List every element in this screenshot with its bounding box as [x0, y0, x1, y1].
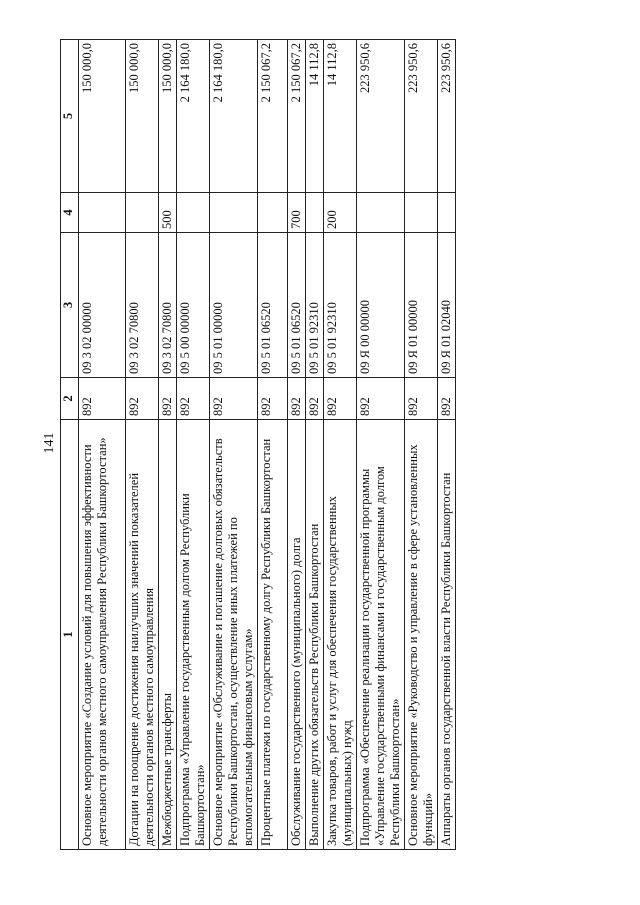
cell-code: 09 Я 01 00000 — [405, 233, 438, 378]
cell-name: Основное мероприятие «Руководство и управление в сфере установленных функций» — [405, 420, 438, 850]
cell-sum: 14 112,8 — [306, 40, 324, 193]
cell-type: 500 — [159, 193, 177, 233]
cell-sum: 150 000,0 — [159, 40, 177, 193]
cell-name: Подпрограмма «Управление государственным долгом Республики Башкортостан» — [177, 420, 210, 850]
cell-ved: 892 — [306, 378, 324, 420]
cell-type — [79, 193, 126, 233]
header-col-2: 2 — [61, 378, 79, 420]
cell-name: Закупка товаров, работ и услуг для обеспечения государственных (муниципальных) нужд — [324, 420, 357, 850]
table-row — [438, 40, 456, 850]
cell-name: Выполнение других обязательств Республики Башкортостан — [306, 420, 324, 850]
table-row — [324, 40, 357, 850]
cell-sum: 223 950,6 — [405, 40, 438, 193]
header-row — [61, 40, 79, 850]
cell-sum: 150 000,0 — [126, 40, 159, 193]
header-col-5: 5 — [61, 40, 79, 193]
cell-ved: 892 — [324, 378, 357, 420]
cell-name: Обслуживание государственного (муниципального) долга — [288, 420, 306, 850]
cell-ved: 892 — [177, 378, 210, 420]
cell-ved: 892 — [405, 378, 438, 420]
header-col-4: 4 — [61, 193, 79, 233]
cell-name: Основное мероприятие «Создание условий для повышения эффективности деятельности органов местного самоуправления Республики Башкортостан» — [79, 420, 126, 850]
table-row — [210, 40, 258, 850]
cell-sum: 150 000,0 — [79, 40, 126, 193]
cell-type — [210, 193, 258, 233]
cell-name: Аппараты органов государственной власти Республики Башкортостан — [438, 420, 456, 850]
cell-name: Процентные платежи по государственному долгу Республики Башкортостан — [258, 420, 288, 850]
cell-code: 09 5 01 92310 — [324, 233, 357, 378]
cell-type — [177, 193, 210, 233]
table-row — [126, 40, 159, 850]
table-row — [159, 40, 177, 850]
cell-name: Подпрограмма «Обеспечение реализации государственной программы «Управление государственными финансами и государственным долгом Республики Башкортостан» — [357, 420, 405, 850]
cell-ved: 892 — [438, 378, 456, 420]
page-number: 141 — [42, 432, 57, 454]
cell-sum: 14 112,8 — [324, 40, 357, 193]
cell-ved: 892 — [357, 378, 405, 420]
table-row — [288, 40, 306, 850]
cell-type — [438, 193, 456, 233]
header-col-1: 1 — [61, 420, 79, 850]
cell-sum: 2 164 180,0 — [177, 40, 210, 193]
budget-table — [60, 39, 456, 850]
cell-name: Основное мероприятие «Обслуживание и погашение долговых обязательств Республики Башкортостан, осуществление иных платежей по вспомогательным финансовым услугам» — [210, 420, 258, 850]
cell-sum: 223 950,6 — [438, 40, 456, 193]
cell-type — [258, 193, 288, 233]
cell-sum: 2 150 067,2 — [288, 40, 306, 193]
cell-type — [357, 193, 405, 233]
cell-type — [126, 193, 159, 233]
cell-sum: 223 950,6 — [357, 40, 405, 193]
cell-code: 09 Я 00 00000 — [357, 233, 405, 378]
rotated-table-inner — [60, 40, 520, 850]
cell-code: 09 Я 01 02040 — [438, 233, 456, 378]
cell-code: 09 3 02 00000 — [79, 233, 126, 378]
cell-code: 09 5 01 06520 — [288, 233, 306, 378]
cell-code: 09 5 01 92310 — [306, 233, 324, 378]
cell-sum: 2 150 067,2 — [258, 40, 288, 193]
cell-ved: 892 — [159, 378, 177, 420]
cell-name: Дотации на поощрение достижения наилучших значений показателей деятельности органов местного самоуправления — [126, 420, 159, 850]
cell-name: Межбюджетные трансферты — [159, 420, 177, 850]
table-row — [79, 40, 126, 850]
cell-ved: 892 — [210, 378, 258, 420]
table-row — [357, 40, 405, 850]
cell-type — [405, 193, 438, 233]
table-row — [405, 40, 438, 850]
cell-sum: 2 164 180,0 — [210, 40, 258, 193]
cell-type: 200 — [324, 193, 357, 233]
cell-code: 09 5 01 00000 — [210, 233, 258, 378]
cell-code: 09 3 02 70800 — [159, 233, 177, 378]
cell-code: 09 3 02 70800 — [126, 233, 159, 378]
cell-type: 700 — [288, 193, 306, 233]
cell-code: 09 5 00 00000 — [177, 233, 210, 378]
header-col-3: 3 — [61, 233, 79, 378]
table-row — [306, 40, 324, 850]
cell-code: 09 5 01 06520 — [258, 233, 288, 378]
cell-ved: 892 — [126, 378, 159, 420]
rotated-table-wrapper — [60, 40, 520, 850]
cell-ved: 892 — [258, 378, 288, 420]
cell-ved: 892 — [288, 378, 306, 420]
cell-ved: 892 — [79, 378, 126, 420]
table-row — [258, 40, 288, 850]
cell-type — [306, 193, 324, 233]
table-row — [177, 40, 210, 850]
